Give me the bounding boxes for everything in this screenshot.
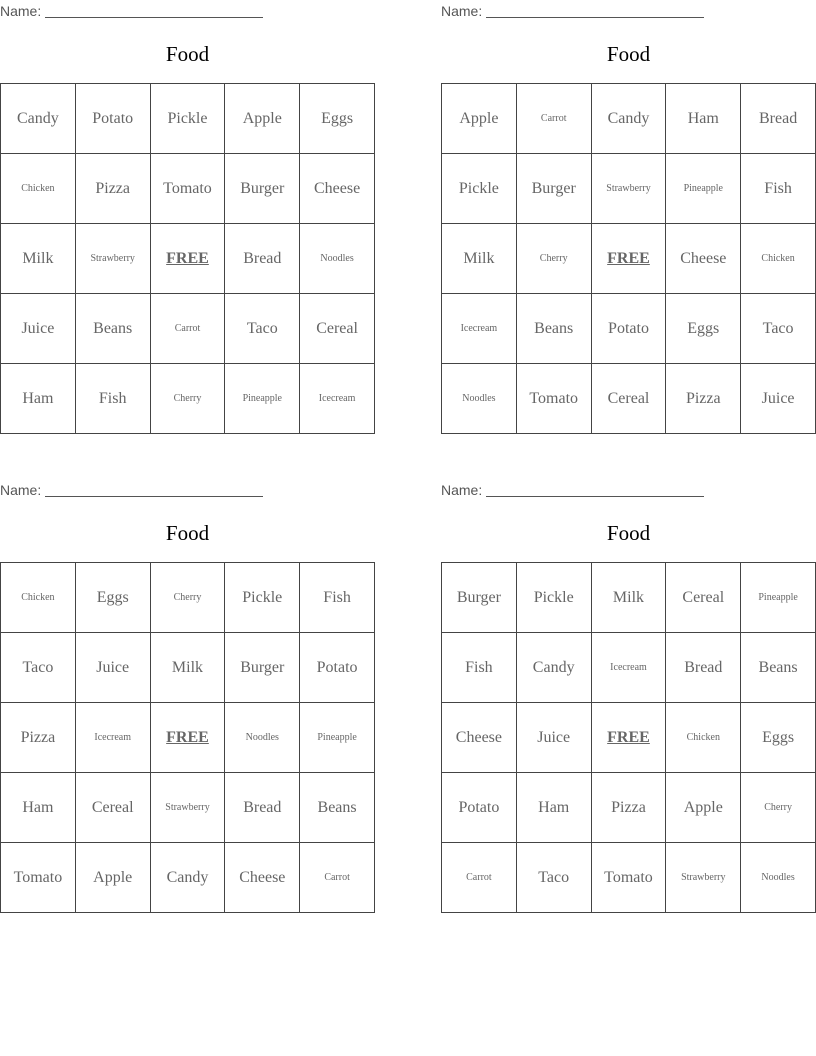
bingo-cell: Icecream xyxy=(76,703,151,773)
bingo-card-4 xyxy=(441,479,816,919)
bingo-cell: Icecream xyxy=(592,633,667,703)
bingo-cell: Burger xyxy=(517,154,592,224)
bingo-cell: Candy xyxy=(517,633,592,703)
bingo-cell: Tomato xyxy=(1,843,76,913)
bingo-cell: Strawberry xyxy=(592,154,667,224)
bingo-cell: Cereal xyxy=(666,563,741,633)
bingo-grid xyxy=(0,83,375,434)
name-row xyxy=(441,481,711,499)
bingo-cell: Ham xyxy=(1,773,76,843)
card-title: Food xyxy=(606,521,651,545)
bingo-cell: Beans xyxy=(76,294,151,364)
name-row xyxy=(0,481,270,499)
bingo-cell: Eggs xyxy=(666,294,741,364)
bingo-cell: Tomato xyxy=(151,154,226,224)
bingo-cell: Cherry xyxy=(517,224,592,294)
bingo-cell: Pizza xyxy=(1,703,76,773)
name-label: Name: xyxy=(0,3,42,19)
bingo-cell: Noodles xyxy=(741,843,816,913)
bingo-cell: Potato xyxy=(592,294,667,364)
bingo-card-3 xyxy=(0,479,376,919)
bingo-cell: Carrot xyxy=(151,294,226,364)
name-label: Name: xyxy=(441,482,483,498)
bingo-cell: Potato xyxy=(76,84,151,154)
bingo-cell: Icecream xyxy=(300,364,375,434)
card-title: Food xyxy=(165,521,210,545)
bingo-cell: Bread xyxy=(225,773,300,843)
bingo-cell: Fish xyxy=(300,563,375,633)
name-label: Name: xyxy=(0,482,42,498)
bingo-cell: Taco xyxy=(517,843,592,913)
bingo-cell: Carrot xyxy=(517,84,592,154)
name-label: Name: xyxy=(441,3,483,19)
bingo-cell: Pickle xyxy=(517,563,592,633)
bingo-grid xyxy=(0,562,375,913)
bingo-cell: Apple xyxy=(442,84,517,154)
bingo-cell: Cheese xyxy=(442,703,517,773)
bingo-cell: Juice xyxy=(1,294,76,364)
bingo-grid xyxy=(441,83,816,434)
bingo-cell: Chicken xyxy=(741,224,816,294)
bingo-cell: Tomato xyxy=(592,843,667,913)
bingo-cell: Cherry xyxy=(151,364,226,434)
bingo-cell: Taco xyxy=(741,294,816,364)
bingo-cell: Chicken xyxy=(666,703,741,773)
bingo-cell: Candy xyxy=(151,843,226,913)
bingo-cell: Eggs xyxy=(76,563,151,633)
bingo-cell: Cheese xyxy=(300,154,375,224)
bingo-card-2 xyxy=(441,0,816,440)
bingo-cell: Bread xyxy=(666,633,741,703)
bingo-cell: Noodles xyxy=(442,364,517,434)
bingo-cell: Juice xyxy=(517,703,592,773)
name-line xyxy=(486,17,704,18)
bingo-cell: Apple xyxy=(225,84,300,154)
bingo-cell: Carrot xyxy=(442,843,517,913)
bingo-cell: Taco xyxy=(1,633,76,703)
name-row xyxy=(0,2,270,20)
bingo-cell: Pizza xyxy=(666,364,741,434)
bingo-cell: Ham xyxy=(1,364,76,434)
free-space-cell: FREE xyxy=(151,224,226,294)
bingo-cell: Pineapple xyxy=(225,364,300,434)
bingo-cell: Candy xyxy=(1,84,76,154)
free-space-cell: FREE xyxy=(592,224,667,294)
bingo-cell: Milk xyxy=(592,563,667,633)
bingo-cell: Apple xyxy=(666,773,741,843)
free-space-cell: FREE xyxy=(592,703,667,773)
bingo-grid xyxy=(441,562,816,913)
bingo-cell: Burger xyxy=(442,563,517,633)
bingo-cell: Ham xyxy=(517,773,592,843)
bingo-cell: Beans xyxy=(741,633,816,703)
name-line xyxy=(45,496,263,497)
bingo-cell: Pizza xyxy=(76,154,151,224)
bingo-cell: Milk xyxy=(151,633,226,703)
bingo-cell: Fish xyxy=(76,364,151,434)
bingo-cell: Taco xyxy=(225,294,300,364)
bingo-cell: Juice xyxy=(76,633,151,703)
bingo-cell: Strawberry xyxy=(76,224,151,294)
bingo-cell: Milk xyxy=(1,224,76,294)
bingo-cell: Pickle xyxy=(151,84,226,154)
bingo-cell: Pizza xyxy=(592,773,667,843)
bingo-cell: Strawberry xyxy=(666,843,741,913)
bingo-cell: Eggs xyxy=(300,84,375,154)
bingo-cell: Burger xyxy=(225,633,300,703)
bingo-card-1 xyxy=(0,0,376,440)
bingo-cell: Chicken xyxy=(1,563,76,633)
bingo-cell: Beans xyxy=(517,294,592,364)
bingo-cell: Eggs xyxy=(741,703,816,773)
bingo-cell: Cherry xyxy=(151,563,226,633)
bingo-cell: Cheese xyxy=(666,224,741,294)
bingo-cell: Fish xyxy=(741,154,816,224)
name-line xyxy=(486,496,704,497)
bingo-cell: Potato xyxy=(442,773,517,843)
bingo-cell: Burger xyxy=(225,154,300,224)
name-row xyxy=(441,2,711,20)
bingo-cell: Chicken xyxy=(1,154,76,224)
card-title: Food xyxy=(606,42,651,66)
bingo-cell: Cereal xyxy=(300,294,375,364)
bingo-cell: Milk xyxy=(442,224,517,294)
bingo-cell: Potato xyxy=(300,633,375,703)
bingo-cell: Pickle xyxy=(225,563,300,633)
bingo-cell: Bread xyxy=(225,224,300,294)
bingo-cell: Pickle xyxy=(442,154,517,224)
bingo-cell: Beans xyxy=(300,773,375,843)
bingo-cell: Noodles xyxy=(225,703,300,773)
bingo-cell: Candy xyxy=(592,84,667,154)
bingo-cell: Tomato xyxy=(517,364,592,434)
bingo-cell: Cheese xyxy=(225,843,300,913)
bingo-cell: Noodles xyxy=(300,224,375,294)
bingo-cell: Fish xyxy=(442,633,517,703)
bingo-cell: Pineapple xyxy=(741,563,816,633)
bingo-cell: Bread xyxy=(741,84,816,154)
bingo-cell: Icecream xyxy=(442,294,517,364)
bingo-cell: Cereal xyxy=(76,773,151,843)
bingo-cell: Strawberry xyxy=(151,773,226,843)
card-title: Food xyxy=(165,42,210,66)
bingo-cell: Pineapple xyxy=(666,154,741,224)
bingo-cell: Carrot xyxy=(300,843,375,913)
bingo-cell: Pineapple xyxy=(300,703,375,773)
bingo-cell: Apple xyxy=(76,843,151,913)
name-line xyxy=(45,17,263,18)
free-space-cell: FREE xyxy=(151,703,226,773)
bingo-cell: Ham xyxy=(666,84,741,154)
bingo-cell: Cherry xyxy=(741,773,816,843)
bingo-cell: Juice xyxy=(741,364,816,434)
bingo-cell: Cereal xyxy=(592,364,667,434)
